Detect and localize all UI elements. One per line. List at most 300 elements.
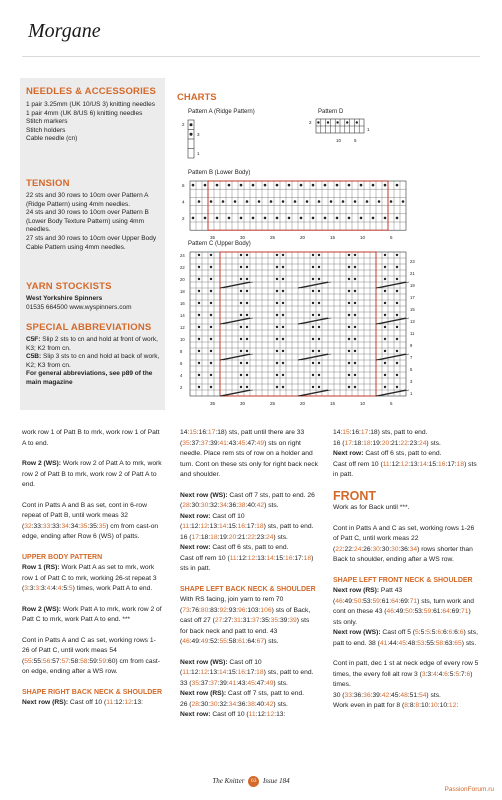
needles-item: Stitch holders xyxy=(26,126,66,134)
pattern-c-row-label: 9 xyxy=(410,343,413,348)
stitch-dot xyxy=(354,290,356,292)
stitch-dot xyxy=(210,350,212,352)
stitch-dot xyxy=(246,278,248,280)
stitch-dot xyxy=(198,302,200,304)
stitch-dot xyxy=(300,184,303,187)
instruction-paragraph: Row 1 (RS): Work Patt A as set to mrk, work row 1 of Patt C to mrk, working 26-st repeat 3 (3:3:3:3:4:4:4:5:5) times, work Patt A to end. xyxy=(22,564,157,592)
instruction-paragraph: With RS facing, join yarn to rem 70 (73:76:80:83:92:93:96:103:106) sts of Back, cast off 27 (27:27:31:31:37:35:35:39:39) sts for back neck and patt to end. 43 (46:49:49:52:55:58:61:64:67) sts. xyxy=(180,596,311,645)
instruction-paragraph: Next row (RS): Cast off 10 (11:12:12:13: xyxy=(22,699,143,706)
pattern-c-row-label: 8 xyxy=(180,349,183,354)
stitch-dot xyxy=(240,314,242,316)
stitch-dot xyxy=(252,217,255,220)
stitch-dot xyxy=(348,302,350,304)
stitch-dot xyxy=(306,200,309,203)
pattern-a-row-label: 1 xyxy=(197,151,200,156)
pattern-a-dot xyxy=(190,123,193,126)
stitch-dot xyxy=(396,386,398,388)
needles-item: 1 pair 3.25mm (UK 10/US 3) knitting needles xyxy=(26,101,155,108)
needles-list xyxy=(26,101,168,144)
stitch-dot xyxy=(318,266,320,268)
section-heading: UPPER BODY PATTERN xyxy=(22,553,103,561)
stitch-dot xyxy=(276,266,278,268)
stitch-dot xyxy=(282,314,284,316)
stitch-dot xyxy=(276,290,278,292)
abbr-item xyxy=(26,336,168,353)
stitch-dot xyxy=(282,386,284,388)
stitch-dot xyxy=(384,290,386,292)
stitch-dot xyxy=(354,314,356,316)
stitch-dot xyxy=(258,200,261,203)
stitch-dot xyxy=(246,362,248,364)
stitch-dot xyxy=(348,326,350,328)
stitch-dot xyxy=(264,217,267,220)
stitch-dot xyxy=(240,184,243,187)
page-footer xyxy=(0,776,502,787)
pattern-b-col-label: 30 xyxy=(240,235,246,241)
stitch-dot xyxy=(282,350,284,352)
stitch-dot xyxy=(336,184,339,187)
stitch-dot xyxy=(282,362,284,364)
needles-section xyxy=(26,86,168,144)
pattern-c-row-label: 19 xyxy=(410,283,415,288)
pattern-b-label: Pattern B (Lower Body) xyxy=(188,170,251,176)
stitch-dot xyxy=(276,184,279,187)
stitch-dot xyxy=(282,374,284,376)
stitch-dot xyxy=(348,217,351,220)
stitch-dot xyxy=(318,326,320,328)
stitch-dot xyxy=(384,374,386,376)
page-title: Morgane xyxy=(28,20,101,42)
pattern-c-row-label: 4 xyxy=(180,373,183,378)
stitch-dot xyxy=(246,338,248,340)
abbr-term: C5B: xyxy=(26,353,42,361)
stitch-dot xyxy=(210,200,213,203)
section-heading: SHAPE RIGHT BACK NECK & SHOULDER xyxy=(22,688,163,696)
stitch-dot xyxy=(240,338,242,340)
tension-heading: TENSION xyxy=(26,178,70,189)
stitch-dot xyxy=(300,217,303,220)
stitch-dot xyxy=(384,386,386,388)
stitch-dot xyxy=(336,121,338,123)
stitch-dot xyxy=(356,121,358,123)
stitch-dot xyxy=(240,266,242,268)
stitch-dot xyxy=(282,302,284,304)
stitch-dot xyxy=(348,362,350,364)
abbreviations-heading: SPECIAL ABBREVIATIONS xyxy=(26,322,152,333)
stitch-dot xyxy=(354,326,356,328)
stitch-dot xyxy=(384,350,386,352)
pattern-c-row-label: 10 xyxy=(180,337,185,342)
stitch-dot xyxy=(210,254,212,256)
stitch-dot xyxy=(240,217,243,220)
pattern-a-col-label: 2 xyxy=(182,122,185,127)
pattern-b-col-label: 10 xyxy=(360,235,366,241)
stitch-dot xyxy=(210,302,212,304)
instruction-paragraph: Cont in Patts A and B as set, cont in 6-row repeat of Patt B, until work meas 32 (32:33:33:33:34:34:35:35:35) cm from cast-on edge, ending after Row 6 (WS) of patts. xyxy=(22,501,159,540)
stitch-dot xyxy=(312,326,314,328)
stitch-dot xyxy=(240,374,242,376)
tension-item: 22 sts and 30 rows to 10cm over Pattern A (Ridge Pattern) using 4mm needles. xyxy=(26,192,149,208)
pattern-b-col-label: 20 xyxy=(300,235,306,241)
stitch-dot xyxy=(198,266,200,268)
stitch-dot xyxy=(330,200,333,203)
pattern-c-row-label: 16 xyxy=(180,301,185,306)
stitch-dot xyxy=(348,350,350,352)
instruction-paragraph: Next row (RS): Patt 43 (46:49:50:53:59:61:64:69:71) sts, turn work and cont on these 43 (46:49:50:53:59:61:64:69:71) sts only. Next row (WS): Cast off 5 (5:5:5:5:6:6:6:6:6) sts, patt to end. 38 (41:44:45:48:53:55:58:63:65) sts. xyxy=(333,587,478,647)
instruction-paragraph: Row 2 (WS): Work Patt A to mrk, work row 2 of Patt C to mrk, work Patt A to end. *** xyxy=(22,605,162,623)
stitch-dot xyxy=(372,217,375,220)
stitch-dot xyxy=(282,326,284,328)
stitch-dot xyxy=(312,290,314,292)
pattern-c-row-label: 21 xyxy=(410,271,415,276)
stitch-dot xyxy=(312,266,314,268)
stitch-dot xyxy=(282,254,284,256)
stitch-dot xyxy=(282,278,284,280)
column-2 xyxy=(180,428,318,731)
stitch-dot xyxy=(240,362,242,364)
pattern-d-col-label: 5 xyxy=(354,138,357,143)
stitch-dot xyxy=(246,350,248,352)
stitch-dot xyxy=(312,302,314,304)
stitch-dot xyxy=(396,217,399,220)
instruction-paragraph: Row 2 (WS): Work row 2 of Patt A to mrk, work row 2 of Patt B to mrk, work row 2 of Patt A to end. xyxy=(22,460,162,488)
stitch-dot xyxy=(204,184,207,187)
tension-item: 27 sts and 30 rows to 10cm over Upper Body Cable Pattern using 4mm needles. xyxy=(26,234,157,251)
abbr-text: Slip 2 sts to cn and hold at front of work, K3; K2 from cn. xyxy=(26,336,158,352)
stitch-dot xyxy=(396,362,398,364)
stitch-dot xyxy=(348,374,350,376)
needles-heading: NEEDLES & ACCESSORIES xyxy=(26,86,157,97)
stitch-dot xyxy=(384,326,386,328)
stitch-dot xyxy=(210,314,212,316)
yarn-section xyxy=(26,281,168,312)
stitch-dot xyxy=(317,121,319,123)
instruction-paragraph: 14:15:16:17:18) sts, patt until there are 33 (35:37:37:39:41:43:45:47:49) sts on right needle. Place rem sts of row on a holder and turn. Cont on these sts only for right back neck and shoulder. xyxy=(180,429,318,478)
stitch-dot xyxy=(210,326,212,328)
stitch-dot xyxy=(192,217,195,220)
charts-heading: CHARTS xyxy=(177,92,217,103)
stitch-dot xyxy=(354,278,356,280)
pattern-c-col-label: 20 xyxy=(300,401,306,406)
instruction-paragraph: Cont in patt, dec 1 st at neck edge of every row 5 times, the every foll alt row 3 (3:3:4:4:6:5:5:7:6) times. 30 (33:36:36:39:42:45:48:51:54) sts. Work even in patt for 8 (8:8:8:10:10:10:12: xyxy=(333,660,479,709)
pattern-a-chart xyxy=(180,118,220,162)
stitch-dot xyxy=(396,338,398,340)
stitch-dot xyxy=(246,374,248,376)
stitch-dot xyxy=(246,290,248,292)
stitch-dot xyxy=(270,200,273,203)
yarn-name: West Yorkshire Spinners xyxy=(26,295,103,302)
stitch-dot xyxy=(276,278,278,280)
instruction-paragraph: 14:15:16:17:18) sts, patt to end. 16 (17:18:18:19:20:21:22:23:24) sts. Next row: Cast off 6 sts, patt to end. Cast off rem 10 (11:12:12:13:14:15:16:17:18) sts in patt. xyxy=(333,429,477,478)
stitch-dot xyxy=(342,200,345,203)
stitch-dot xyxy=(354,302,356,304)
stitch-dot xyxy=(192,184,195,187)
stitch-dot xyxy=(246,254,248,256)
stitch-dot xyxy=(318,374,320,376)
stitch-dot xyxy=(312,314,314,316)
pattern-c-col-label: 5 xyxy=(390,401,393,406)
stitch-dot xyxy=(384,266,386,268)
stitch-dot xyxy=(210,278,212,280)
stitch-dot xyxy=(396,184,399,187)
stitch-dot xyxy=(396,302,398,304)
footer-issue: Issue 184 xyxy=(262,777,290,786)
section-heading: SHAPE LEFT BACK NECK & SHOULDER xyxy=(180,585,316,593)
pattern-c-row-label: 15 xyxy=(410,307,415,312)
watermark: PassionForum.ru xyxy=(444,786,494,793)
title-divider xyxy=(22,56,480,57)
stitch-dot xyxy=(198,290,200,292)
pattern-b-row-label: 6 xyxy=(182,183,185,188)
stitch-dot xyxy=(210,290,212,292)
stitch-dot xyxy=(312,217,315,220)
stitch-dot xyxy=(312,374,314,376)
stitch-dot xyxy=(210,338,212,340)
pattern-b-col-label: 5 xyxy=(390,235,393,241)
pattern-d-col-label: 10 xyxy=(336,138,342,143)
pattern-a-dot xyxy=(190,133,193,136)
pattern-c-row-label: 6 xyxy=(180,361,183,366)
stitch-dot xyxy=(378,200,381,203)
stitch-dot xyxy=(288,217,291,220)
stitch-dot xyxy=(198,386,200,388)
abbreviations-section xyxy=(26,322,168,388)
stitch-dot xyxy=(210,386,212,388)
pattern-d-row-label: 1 xyxy=(367,127,370,132)
stitch-dot xyxy=(234,200,237,203)
stitch-dot xyxy=(396,266,398,268)
needles-item: Stitch markers xyxy=(26,118,68,126)
instruction-paragraph: Cont in Patts A and C as set, working rows 1-26 of Patt C, until work meas 54 (55:55:56:57:57:58:58:59:59:60) cm from cast-on edge, ending after a WS row. xyxy=(22,636,161,675)
stitch-dot xyxy=(276,374,278,376)
pattern-b-col-label: 15 xyxy=(330,235,336,241)
stitch-dot xyxy=(348,314,350,316)
needles-item: 1 pair 4mm (UK 8/US 6) knitting needles xyxy=(26,109,143,117)
stitch-dot xyxy=(264,184,267,187)
stitch-dot xyxy=(346,121,348,123)
stitch-dot xyxy=(396,350,398,352)
stitch-dot xyxy=(372,184,375,187)
stitch-dot xyxy=(294,200,297,203)
pattern-c-col-label: 30 xyxy=(240,401,246,406)
pattern-c-col-label: 25 xyxy=(270,401,276,406)
stitch-dot xyxy=(216,184,219,187)
stitch-dot xyxy=(282,290,284,292)
stitch-dot xyxy=(327,121,329,123)
stitch-dot xyxy=(198,254,200,256)
instruction-paragraph: Work as for Back until ***. xyxy=(333,504,410,511)
stitch-dot xyxy=(198,314,200,316)
stitch-dot xyxy=(246,386,248,388)
stitch-dot xyxy=(354,350,356,352)
stitch-dot xyxy=(360,184,363,187)
abbr-note: For general abbreviations, see p89 of the main magazine xyxy=(26,370,153,386)
pattern-c-row-label: 12 xyxy=(180,325,185,330)
tension-list xyxy=(26,192,168,252)
stitch-dot xyxy=(288,184,291,187)
stitch-dot xyxy=(246,200,249,203)
pattern-b-grid xyxy=(190,181,406,230)
stitch-dot xyxy=(198,278,200,280)
page-number-badge: 63 xyxy=(248,776,259,787)
pattern-c-col-label: 15 xyxy=(330,401,336,406)
stitch-dot xyxy=(384,314,386,316)
stitch-dot xyxy=(312,278,314,280)
pattern-a-label: Pattern A (Ridge Pattern) xyxy=(188,109,255,115)
stitch-dot xyxy=(354,338,356,340)
stitch-dot xyxy=(276,254,278,256)
stitch-dot xyxy=(318,254,320,256)
instruction-paragraph: work row 1 of Patt B to mrk, work row 1 of Patt A to end. xyxy=(22,429,160,447)
stitch-dot xyxy=(198,326,200,328)
stitch-dot xyxy=(246,302,248,304)
pattern-c-label: Pattern C (Upper Body) xyxy=(188,241,251,247)
abbreviations-list xyxy=(26,336,168,388)
stitch-dot xyxy=(390,200,393,203)
stitch-dot xyxy=(204,217,207,220)
pattern-c-row-label: 3 xyxy=(410,379,413,384)
stitch-dot xyxy=(396,254,398,256)
pattern-c-row-label: 20 xyxy=(180,277,185,282)
stitch-dot xyxy=(240,254,242,256)
stitch-dot xyxy=(240,326,242,328)
stitch-dot xyxy=(276,302,278,304)
pattern-c-row-label: 24 xyxy=(180,253,185,258)
pattern-b-col-label: 25 xyxy=(270,235,276,241)
stitch-dot xyxy=(198,374,200,376)
instruction-paragraph: Next row (WS): Cast off 7 sts, patt to end. 26 (28:30:30:32:34:36:38:40:42) sts. Next row: Cast off 10 (11:12:12:13:14:15:16:17:18) sts, patt to end. 16 (17:18:18:19:20:21:22:23:24) sts. Next row: Cast off 6 sts, patt to end. Cast off rem 10 (11:12:12:13:14:15:16:17:18) sts in patt. xyxy=(180,491,315,572)
stitch-dot xyxy=(276,217,279,220)
stitch-dot xyxy=(276,314,278,316)
stitch-dot xyxy=(354,266,356,268)
stitch-dot xyxy=(336,217,339,220)
abbr-text: Slip 3 sts to cn and hold at back of work, K2; K3 from cn. xyxy=(26,353,160,369)
stitch-dot xyxy=(318,386,320,388)
stitch-dot xyxy=(210,362,212,364)
stitch-dot xyxy=(276,350,278,352)
stitch-dot xyxy=(246,314,248,316)
yarn-heading: YARN STOCKISTS xyxy=(26,281,112,292)
stitch-dot xyxy=(318,338,320,340)
stitch-dot xyxy=(384,362,386,364)
stitch-dot xyxy=(318,200,321,203)
pattern-d-row-label: 2 xyxy=(309,120,312,125)
stitch-dot xyxy=(324,217,327,220)
stitch-dot xyxy=(384,338,386,340)
stitch-dot xyxy=(282,266,284,268)
stitch-dot xyxy=(246,266,248,268)
pattern-c-row-label: 11 xyxy=(410,331,415,336)
stitch-dot xyxy=(282,200,285,203)
stitch-dot xyxy=(240,278,242,280)
instruction-paragraph: Next row (WS): Cast off 10 (11:12:12:13:14:15:16:17:18) sts, patt to end. 33 (35:37:37:39:41:43:45:47:49) sts. Next row (RS): Cast off 7 sts, patt to end. 26 (28:30:30:32:34:36:38:40:42) sts. Next row: Cast off 10 (11:12:12:13: xyxy=(180,658,314,718)
stitch-dot xyxy=(252,184,255,187)
pattern-c-row-label: 18 xyxy=(180,289,185,294)
stitch-dot xyxy=(312,362,314,364)
stitch-dot xyxy=(348,254,350,256)
stitch-dot xyxy=(396,326,398,328)
stitch-dot xyxy=(384,184,387,187)
stitch-dot xyxy=(366,200,369,203)
section-heading: SHAPE LEFT FRONT NECK & SHOULDER xyxy=(333,576,473,584)
stitch-dot xyxy=(198,338,200,340)
stitch-dot xyxy=(210,374,212,376)
stitch-dot xyxy=(384,254,386,256)
pattern-c-row-label: 1 xyxy=(410,391,413,396)
stitch-dot xyxy=(228,184,231,187)
stitch-dot xyxy=(276,338,278,340)
pattern-b-row-label: 4 xyxy=(182,199,185,205)
instruction-paragraph: Cont in Patts A and C as set, working rows 1-26 of Patt C, until work meas 22 (22:22:24:26:30:30:30:36:34) rows shorter than Back to shoulder, ending after a WS row. xyxy=(333,524,475,563)
stitch-dot xyxy=(240,386,242,388)
stitch-dot xyxy=(312,254,314,256)
stitch-dot xyxy=(282,338,284,340)
stitch-dot xyxy=(360,217,363,220)
column-3 xyxy=(333,428,479,722)
pattern-c-row-label: 5 xyxy=(410,367,413,372)
stitch-dot xyxy=(198,362,200,364)
stitch-dot xyxy=(348,278,350,280)
stitch-dot xyxy=(318,290,320,292)
stitch-dot xyxy=(348,290,350,292)
pattern-b-chart xyxy=(180,178,420,241)
stitch-dot xyxy=(318,362,320,364)
stitch-dot xyxy=(216,217,219,220)
yarn-info xyxy=(26,295,168,312)
pattern-b-row-label: 2 xyxy=(182,215,185,221)
stitch-dot xyxy=(198,200,201,203)
stitch-dot xyxy=(318,278,320,280)
stitch-dot xyxy=(348,338,350,340)
footer-magazine: The Knitter xyxy=(212,777,245,786)
stitch-dot xyxy=(354,374,356,376)
stitch-dot xyxy=(312,386,314,388)
abbr-term: C5F: xyxy=(26,336,41,343)
stitch-dot xyxy=(240,302,242,304)
front-heading: FRONT xyxy=(333,488,377,503)
stitch-dot xyxy=(318,350,320,352)
pattern-c-row-label: 14 xyxy=(180,313,185,318)
tension-item: 24 sts and 30 rows to 10cm over Pattern B (Lower Body Texture Pattern) using 4mm needles. xyxy=(26,209,149,234)
needles-item: Cable needle (cn) xyxy=(26,135,78,143)
stitch-dot xyxy=(384,217,387,220)
stitch-dot xyxy=(312,338,314,340)
stitch-dot xyxy=(312,350,314,352)
stitch-dot xyxy=(354,200,357,203)
stitch-dot xyxy=(348,386,350,388)
stitch-dot xyxy=(396,314,398,316)
stitch-dot xyxy=(396,290,398,292)
stitch-dot xyxy=(354,254,356,256)
tension-section xyxy=(26,178,168,252)
stitch-dot xyxy=(246,326,248,328)
pattern-c-row-label: 17 xyxy=(410,295,415,300)
pattern-c-chart xyxy=(180,248,440,416)
pattern-c-row-label: 22 xyxy=(180,265,185,270)
stitch-dot xyxy=(312,184,315,187)
pattern-d-label: Pattern D xyxy=(318,109,344,115)
stitch-dot xyxy=(198,350,200,352)
stitch-dot xyxy=(348,266,350,268)
stitch-dot xyxy=(354,362,356,364)
column-1 xyxy=(22,428,162,719)
stitch-dot xyxy=(318,314,320,316)
pattern-b-col-label: 35 xyxy=(210,235,216,241)
pattern-d-chart xyxy=(308,117,378,147)
stitch-dot xyxy=(240,290,242,292)
pattern-c-row-label: 7 xyxy=(410,355,413,360)
pattern-c-row-label: 23 xyxy=(410,259,415,264)
